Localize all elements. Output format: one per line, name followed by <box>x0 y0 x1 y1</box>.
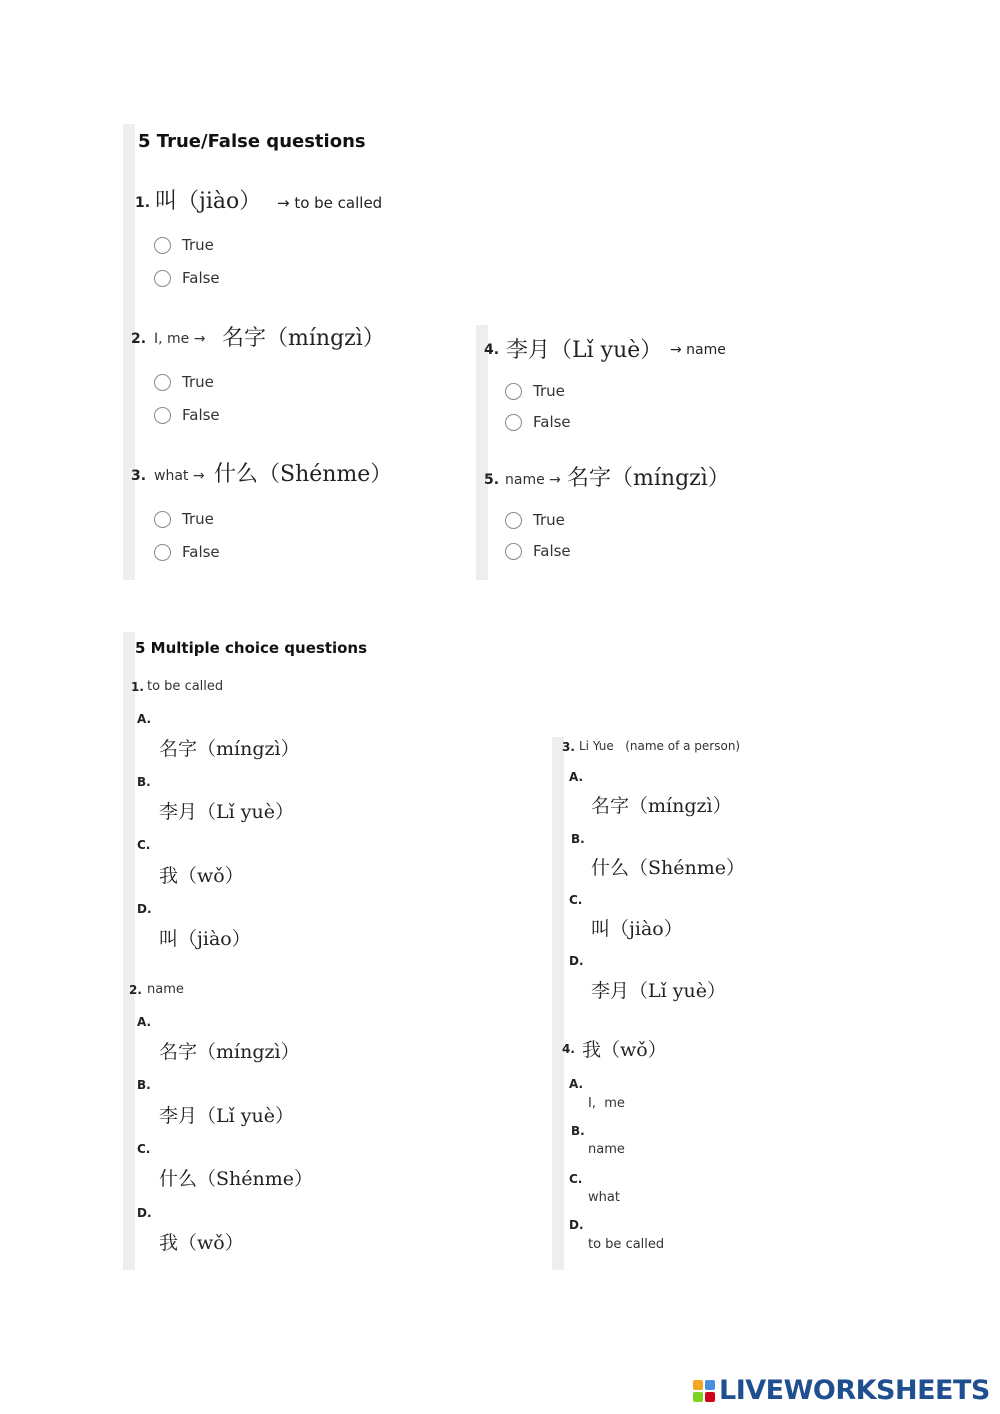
false-label: False <box>182 543 220 561</box>
true-label: True <box>182 236 214 254</box>
logo-square <box>693 1380 703 1390</box>
tf-q2-chinese: 名字（míngzì） <box>222 326 385 351</box>
tf-q5-prefix: name → <box>505 472 561 488</box>
true-label: True <box>182 510 214 528</box>
mc-q1-number: 1. <box>131 680 144 694</box>
radio-button[interactable] <box>505 543 522 560</box>
tf-q4-number: 4. <box>484 342 500 358</box>
mc-q3-option-d-letter: D. <box>569 954 584 968</box>
mc-q3-option-a[interactable]: 名字（míngzì） <box>591 795 732 817</box>
mc-q1-option-d-letter: D. <box>137 902 152 916</box>
tf-q2-number: 2. <box>131 331 147 347</box>
mc-q3-option-c-letter: C. <box>569 893 583 907</box>
tf-q1-number: 1. <box>135 195 151 211</box>
tf-q2-false-option[interactable] <box>154 406 220 424</box>
tf-q3-false-option[interactable] <box>154 543 220 561</box>
logo-square <box>693 1392 703 1402</box>
tf-q4-false-option[interactable] <box>505 413 571 431</box>
logo-square <box>705 1380 715 1390</box>
tf-q2-true-option[interactable] <box>154 373 214 391</box>
tf-q1-false-option[interactable] <box>154 269 220 287</box>
tf-q5-false-option[interactable] <box>505 542 571 560</box>
mc-q3-option-d[interactable]: 李月（Lǐ yuè） <box>591 980 726 1002</box>
mc-q2-prompt: name <box>147 982 184 997</box>
mc-q2-option-c[interactable]: 什么（Shénme） <box>159 1168 313 1190</box>
radio-button[interactable] <box>154 374 171 391</box>
tf-q3-prefix: what → <box>154 468 205 484</box>
mc-q1-option-a[interactable]: 名字（míngzì） <box>159 738 300 760</box>
tf-q2-prefix: I, me → <box>154 331 206 347</box>
logo-grid-icon <box>693 1380 715 1402</box>
tf-q5-true-option[interactable] <box>505 511 565 529</box>
mc-q3-prompt: Li Yue (name of a person) <box>579 739 741 753</box>
mc-q2-number: 2. <box>129 983 142 997</box>
tf-q3-number: 3. <box>131 468 147 484</box>
mc-q1-option-b[interactable]: 李月（Lǐ yuè） <box>159 801 294 823</box>
tf-q3-true-option[interactable] <box>154 510 214 528</box>
mc-q2-option-a-letter: A. <box>137 1015 152 1029</box>
logo-text: LIVEWORKSHEETS <box>719 1375 990 1406</box>
radio-button[interactable] <box>154 407 171 424</box>
mc-q2-option-b[interactable]: 李月（Lǐ yuè） <box>159 1105 294 1127</box>
mc-q1-option-b-letter: B. <box>137 775 151 789</box>
mc-q2-option-c-letter: C. <box>137 1142 151 1156</box>
true-label: True <box>182 373 214 391</box>
tf-q1-arrow-text: → to be called <box>277 194 383 212</box>
mc-q4-option-a-letter: A. <box>569 1077 584 1091</box>
mc-q2-option-d-letter: D. <box>137 1206 152 1220</box>
mc-q3-number: 3. <box>562 740 575 754</box>
mc-q4-option-c-letter: C. <box>569 1172 583 1186</box>
tf-q5-number: 5. <box>484 472 500 488</box>
mc-q1-option-a-letter: A. <box>137 712 152 726</box>
tf-right-bar <box>476 325 488 580</box>
mc-q1-option-c[interactable]: 我（wǒ） <box>159 865 244 887</box>
radio-button[interactable] <box>505 383 522 400</box>
mc-q4-option-b[interactable]: name <box>588 1142 625 1157</box>
mc-q3-option-a-letter: A. <box>569 770 584 784</box>
mc-q1-prompt: to be called <box>147 679 224 694</box>
mc-q2-option-d[interactable]: 我（wǒ） <box>159 1232 244 1254</box>
radio-button[interactable] <box>154 511 171 528</box>
mc-q2-option-a[interactable]: 名字（míngzì） <box>159 1041 300 1063</box>
false-label: False <box>533 542 571 560</box>
mc-q3-option-c[interactable]: 叫（jiào） <box>591 918 683 940</box>
mc-q1-option-c-letter: C. <box>137 838 151 852</box>
tf-q4-true-option[interactable] <box>505 382 565 400</box>
tf-q1-chinese: 叫（jiào） <box>155 189 262 214</box>
false-label: False <box>533 413 571 431</box>
tf-q1-true-option[interactable] <box>154 236 214 254</box>
tf-left-bar <box>123 124 135 580</box>
tf-q4-chinese: 李月（Lǐ yuè） <box>506 338 663 363</box>
mc-right-bar <box>552 737 564 1270</box>
mc-q4-option-d-letter: D. <box>569 1218 584 1232</box>
true-label: True <box>533 382 565 400</box>
tf-q5-chinese: 名字（míngzì） <box>567 466 730 491</box>
logo-square <box>705 1392 715 1402</box>
radio-button[interactable] <box>154 544 171 561</box>
mc-heading: 5 Multiple choice questions <box>135 639 368 657</box>
mc-q4-number: 4. <box>562 1042 575 1056</box>
tf-q3-chinese: 什么（Shénme） <box>214 462 393 487</box>
tf-heading: 5 True/False questions <box>138 131 366 152</box>
radio-button[interactable] <box>505 512 522 529</box>
radio-button[interactable] <box>154 270 171 287</box>
mc-q4-option-a[interactable]: I, me <box>588 1096 625 1111</box>
mc-q3-option-b-letter: B. <box>571 832 585 846</box>
false-label: False <box>182 406 220 424</box>
false-label: False <box>182 269 220 287</box>
radio-button[interactable] <box>505 414 522 431</box>
true-label: True <box>533 511 565 529</box>
radio-button[interactable] <box>154 237 171 254</box>
mc-q4-option-d[interactable]: to be called <box>588 1237 665 1252</box>
mc-q1-option-d[interactable]: 叫（jiào） <box>159 928 251 950</box>
tf-q4-arrow-text: → name <box>670 342 726 358</box>
mc-q2-option-b-letter: B. <box>137 1078 151 1092</box>
mc-left-bar <box>123 632 135 1270</box>
mc-q4-option-b-letter: B. <box>571 1124 585 1138</box>
mc-q4-option-c[interactable]: what <box>588 1190 620 1205</box>
mc-q3-option-b[interactable]: 什么（Shénme） <box>591 857 745 879</box>
liveworksheets-logo <box>693 1375 990 1406</box>
mc-q4-prompt: 我（wǒ） <box>582 1039 667 1061</box>
